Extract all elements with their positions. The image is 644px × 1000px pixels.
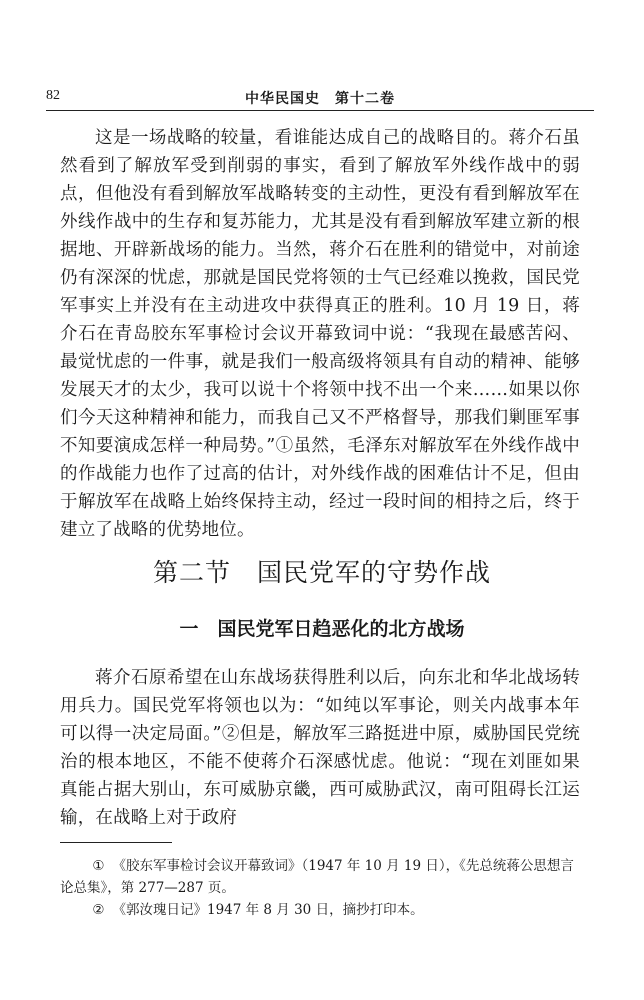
body-paragraph-2 (60, 664, 580, 832)
running-title: 中华民国史 第十二卷 (245, 91, 395, 107)
page-number: 82 (46, 88, 60, 103)
paragraph-text: 蒋介石原希望在山东战场获得胜利以后，向东北和华北战场转用兵力。国民党军将领也以为：“如纯以军事论，则关内战事本年可以得一决定局面。”②但是，解放军三路挺进中原，威胁国民党统治的根本地区，不能不使蒋介石深感忧虑。他说：“现在刘匪如果真能占据大别山，东可威胁京畿，西可威胁武汉，南可阻碍长江运输，在战略上对于政府 (60, 668, 580, 828)
body-paragraph-1 (60, 124, 580, 544)
header-rule (46, 110, 594, 111)
section-title: 第二节 国民党军的守势作战 (152, 558, 491, 587)
footnote-text: 《郭汝瑰日记》1947 年 8 月 30 日，摘抄打印本。 (112, 902, 424, 918)
subsection-title: 一 国民党军日趋恶化的北方战场 (179, 618, 465, 640)
footnote-text: 《胶东军事检讨会议开幕致词》（1947 年 10 月 19 日），《先总统蒋公思想言论总集》，第 277—287 页。 (60, 858, 574, 896)
footnote-2 (60, 899, 580, 921)
footnote-1 (60, 855, 580, 899)
footnotes (60, 855, 580, 921)
paragraph-text: 这是一场战略的较量，看谁能达成自己的战略目的。蒋介石虽然看到了解放军受到削弱的事实，看到了解放军外线作战中的弱点，但他没有看到解放军战略转变的主动性，更没有看到解放军在外线作战中的生存和复苏能力，尤其是没有看到解放军建立新的根据地、开辟新战场的能力。当然，蒋介石在胜利的错觉中，对前途仍有深深的忧虑，那就是国民党将领的士气已经难以挽救，国民党军事实上并没有在主动进攻中获得真正的胜利。10 月 19 日，蒋介石在青岛胶东军事检讨会议开幕致词中说：“我现在最感苦闷、最觉忧虑的一件事，就是我们一般高级将领具有自动的精神、能够发展天才的太少，我可以说十个将领中找不出一个来……如果以你们今天这种精神和能力，而我自己又不严格督导，那我们剿匪军事不知要演成怎样一种局势。”①虽然，毛泽东对解放军在外线作战中的作战能力也作了过高的估计，对外线作战的困难估计不足，但由于解放军在战略上始终保持主动，经过一段时间的相持之后，终于建立了战略的优势地位。 (60, 128, 580, 540)
footnote-marker: ① (92, 858, 105, 874)
footnote-marker: ② (92, 902, 105, 918)
footnote-rule (60, 842, 172, 843)
